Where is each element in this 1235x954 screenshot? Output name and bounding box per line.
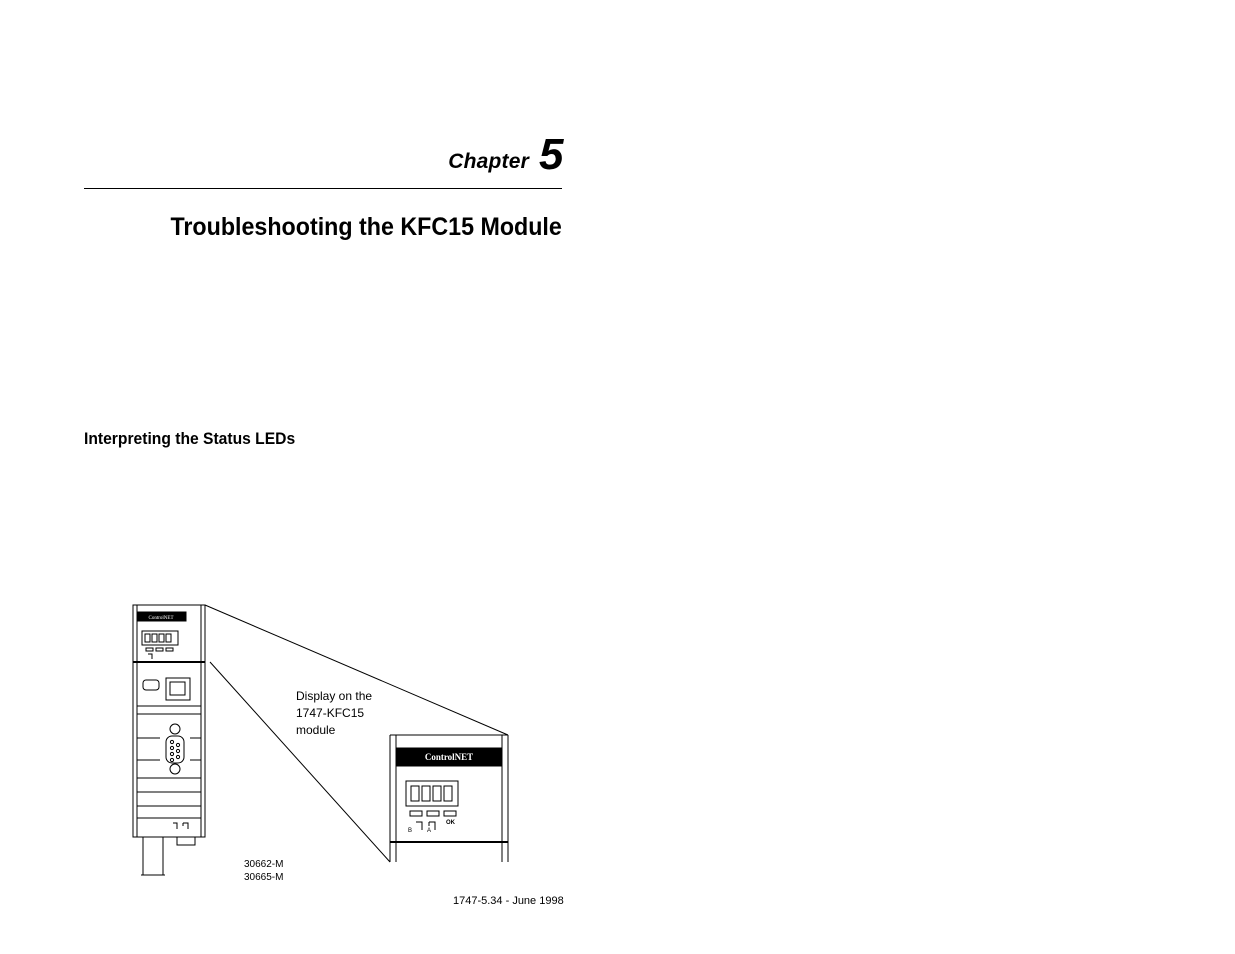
- chapter-label: Chapter: [448, 150, 529, 173]
- connector-screw-top: [170, 724, 180, 734]
- led-ok: [444, 811, 456, 816]
- led-label-ok: OK: [446, 820, 455, 826]
- display-brand-text: ControlNET: [424, 752, 474, 762]
- module-body: [133, 605, 205, 837]
- page-title: Troubleshooting the KFC15 Module: [170, 213, 562, 241]
- page-footer: 1747-5.34 - June 1998: [453, 895, 564, 907]
- module-brand-text: ControlNET: [148, 616, 174, 621]
- channel-b-icon: [416, 822, 422, 830]
- led-label-a: A: [427, 828, 432, 834]
- led-label-b: B: [408, 828, 413, 834]
- seven-segment-display: [406, 781, 458, 806]
- chapter-number: 5: [539, 130, 564, 179]
- bnc-connector-left: [143, 837, 163, 875]
- connector-screw-bottom: [170, 764, 180, 774]
- dsub-connector: [166, 736, 184, 763]
- led-b: [410, 811, 422, 816]
- led-a: [427, 811, 439, 816]
- figure-id-2: 30665-M: [244, 872, 284, 883]
- module-small-display: [142, 631, 178, 645]
- module-small-port: [143, 680, 159, 690]
- figure-caption: Display on the 1747-KFC15 module: [296, 689, 373, 737]
- figure-id-1: 30662-M: [244, 859, 284, 870]
- bnc-connector-right: [177, 837, 195, 845]
- section-heading: Interpreting the Status LEDs: [84, 429, 296, 448]
